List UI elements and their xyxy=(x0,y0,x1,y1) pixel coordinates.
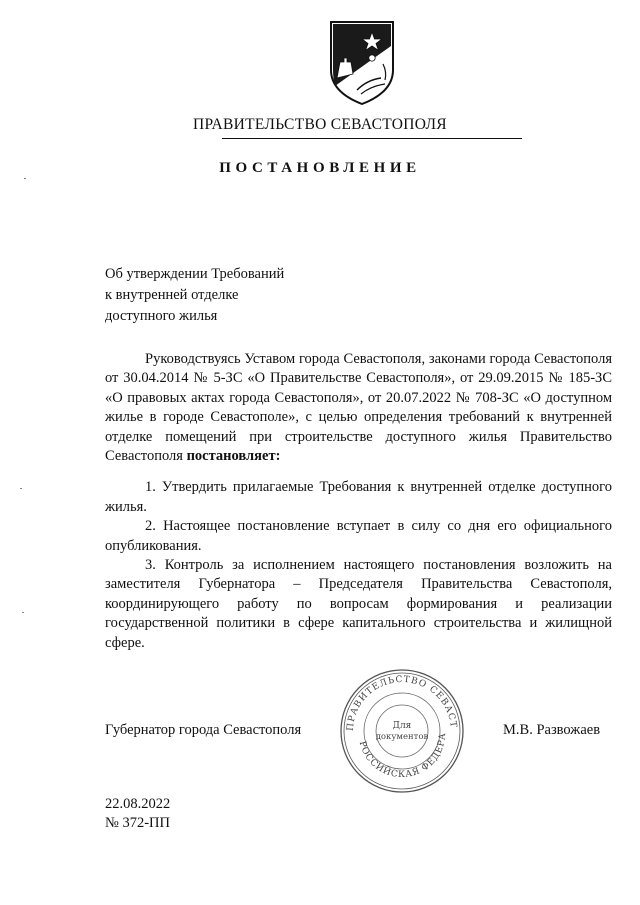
signatory-role: Губернатор города Севастополя xyxy=(105,722,302,738)
subject-line: Об утверждении Требований xyxy=(105,266,285,282)
header-divider xyxy=(222,138,522,139)
decree-item-2: 2. Настоящее постановление вступает в силу со дня его официального опубликования. xyxy=(105,518,612,554)
subject-line: доступного жилья xyxy=(105,308,218,324)
signatory-name: М.В. Развожаев xyxy=(503,722,601,738)
document-subject xyxy=(105,264,405,327)
decides-word: постановляет: xyxy=(186,448,281,465)
scan-speck xyxy=(20,488,22,489)
subject-line: к внутренней отделке xyxy=(105,287,239,303)
seal-bottom-text: РОССИЙСКАЯ ФЕДЕРА xyxy=(356,732,449,781)
preamble-text: Руководствуясь Уставом города Севастополя, законами города Севастополя от 30.04.2014 № 5-ЗС «О Правительстве Севастополя», от 29.09.2015 № 185-ЗС «О правовых актах города Севастополя», от 20.07.2022 № 708-ЗС «О доступном жилье в городе Севастополе», с целью определения требований к внутренней отделке помещений при строительстве доступного жилья Правительство Севастополя xyxy=(105,351,612,465)
seal-center-line1: Для xyxy=(392,721,412,731)
seal-center-line2: документов xyxy=(375,732,429,742)
document-number: № 372-ПП xyxy=(105,815,170,831)
decree-item-1: 1. Утвердить прилагаемые Требования к внутренней отделке доступного жилья. xyxy=(105,479,612,515)
decree-item-3: 3. Контроль за исполнением настоящего постановления возложить на заместителя Губернатора – Председателя Правительства Севастополя, координирующего работу по вопросам формирования и реализации государственной политики в сфере капитального строительства и жилищной сфере. xyxy=(105,557,612,651)
scan-speck xyxy=(22,612,24,613)
document-date-number xyxy=(105,795,170,833)
document-body xyxy=(105,350,612,653)
scan-speck xyxy=(24,178,26,179)
preamble-paragraph xyxy=(105,350,612,466)
seal-outer-text: ПРАВИТЕЛЬСТВО СЕВАСТ xyxy=(345,674,459,732)
document-date: 22.08.2022 xyxy=(105,796,171,812)
government-name: ПРАВИТЕЛЬСТВО СЕВАСТОПОЛЯ xyxy=(193,116,447,133)
official-seal-stamp xyxy=(339,668,465,794)
sevastopol-coat-of-arms-icon xyxy=(327,18,397,106)
document-type: ПОСТАНОВЛЕНИЕ xyxy=(219,160,421,176)
